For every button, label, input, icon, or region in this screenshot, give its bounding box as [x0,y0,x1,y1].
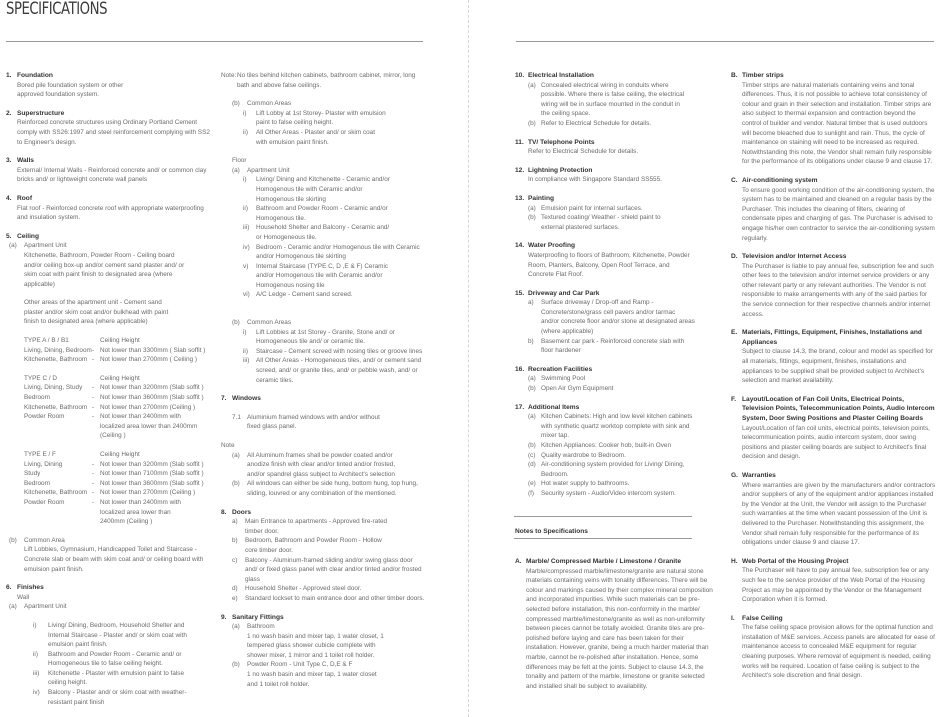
section-title: Superstructure [17,109,65,117]
section-water-proofing: 14. Water Proofing Waterproofing to floors of Bathroom, Kitchenette, Powder Room, Planters, Balcony, Open Roof Terrace, and Concrete Flat Roof. [515,242,690,279]
section-title: Finishes [17,584,44,592]
section-title: Television and/or Internet Access [742,253,847,261]
note-false-ceiling: I. False Ceiling The false ceiling space provision allows for the optimal function and installation of M&E services. Access panels are allocated for ease of maintenance access to concealed M&E equipment for regular cleaning purposes. Where removal of equipment is needed, ceiling works will be required. Location of false ceiling is subject to the Architect's sole discretion and final design. [731,614,935,680]
wall-common-areas: (b) Common Areas i) Lift Lobby at 1st Storey- Plaster with emulsion paint to false ceiling height. ii) All Other Areas - Plaster and/ or skim coat with emulsion paint finish. [232,100,386,146]
section-title: Electrical Installation [528,72,594,79]
notes-heading: Notes to Specifications [515,528,588,535]
section-ceiling: 5. Ceiling (a) Apartment Unit Kitchenette, Bathroom, Powder Room - Ceiling board and/or ceiling box-up and/or cement sand plaster and/ or skim coat with paint finish to designated area (where applicable) Other areas of the apartment unit - Cement sand plaster and/or skim coat and/or bulkhead with paint finish to designated area (where applicable) TYPE A / B / B1 Ceiling Height Living, Dining, Bedroom - Not lower than 3300mm ( Slab soffit ) Kitchenette, Bathroom - Not lower than 2700mm ( Ceiling ) TYPE C / D Ceiling Height Living, Dining, Study - Not lower than 3200mm (Slab soffit ) Bedroom - Not lower than 3600mm (Slab soffit ) Kitchenette, Bathroom - Not lower than 2700mm (Ceiling ) Powder Room - Not lower than 2400mm with localized area lower than 2400mm (Ceiling ) TYPE E / F Ceiling Height Living, Dining - Not lower than 3200mm (Slab soffit ) Study - Not lower than 7100mm (Slab soffit ) Bedroom - Not lower than 3600mm (Slab soffit ) Kitchenette, Bathroom - Not lower than 2700mm (Ceiling ) Powder Room - Not lower than 2400mm with localized area lower than 2400mm (Ceiling ) (b) Common Area Lift Lobbies, Gymnasium, Handicapped Toilet and Staircase - Concrete slab or beam with skim coat and/ or ceiling board with emulsion paint finish. [6,232,211,574]
section-recreation-facilities: 16. Recreation Facilities (a) Swimming Pool (b) Open Air Gym Equipment [515,365,614,393]
section-foundation: 1. Foundation Bored pile foundation system or other approved foundation system. [6,72,124,99]
note-marble: A. Marble/ Compressed Marble / Limestone / Granite Marble/compressed marble/limestone/granite are natural stone materials containing veins with tonality differences. There will be colour and markings caused by their complex mineral composition and incorporated impurities. While such materials can be pre-selected before installation, this non-conformity in the marble/ compressed marble/limestone/granite as well as non-uniformity between pieces cannot be totally avoided. Granite tiles are pre-polished before laying and care has been taken for their installation. However, granite, being a much harder material than marble, cannot be re-polished after installation. Hence, some differences may be felt at the joints. Subject to clause 14.3, the tonality and pattern of the marble, limestone or granite selected and installed shall be subject to availability. [515,558,713,690]
section-walls: 3. Walls External/ Internal Walls - Reinforced concrete and/ or common clay bricks and/ or lightweight concrete wall panels [6,157,207,184]
notes-bottom-rule [514,538,692,539]
column-4 [731,71,936,690]
section-title: Web Portal of the Housing Project [742,557,849,565]
section-title: Materials, Fittings, Equipment, Finishes, Installations and Appliances [742,329,922,346]
section-doors: 8. Doors a) Main Entrance to apartments - Approved fire-rated timber door. b) Bedroom, Bathroom and Powder Room - Hollow core timber door. c) Balcony - Aluminum-framed sliding and/or swing glass door and/ or fixed glass panel with clear and/or tinted and/or frosted glass d) Household Shelter - Approved steel door. e) Standard lockset to main entrance door and other timber doors. [221,508,425,602]
column-2: Note: No tiles behind kitchen cabinets, bathroom cabinet, mirror, long bath and above false ceilings. (b) Common Areas i) Lift Lobby at 1st Storey- Plaster with emulsion paint to false ceiling height. ii) All Other Areas - Plaster and/ or skim coat with emulsion paint finish. Floor (a) Apartment Unit i) Living/ Dining and Kitchenette - Ceramic and/or Homogenous tile with Ceramic and/or Homogenous tile skirting ii) Bathroom and Powder Room - Ceramic and/or Homogenous tile. iii) Household Shelter and Balcony - Ceramic and/ or Homogeneous tile. iv) Bedroom - Ceramic and/or Homogenous tile with Ceramic and/or Homogenous tile skirting v) Internal Staircase (TYPE C, D ,E & F) Ceramic and/or Homogenous tile with Ceramic and/or Homogenous nosing tile vi) A/C Ledge - Cement sand screed. (b) Common Areas i) Lift Lobbies at 1st Storey - Granite, Stone and/ or Homogeneous tile and/ or ceramic tile. ii) Staircase - Cement screed with nosing tiles or groove lines iii) All Other Areas - Homogeneous tiles, and/ or cement sand screed, and/ or granite tiles, and/ or pebble wash, and/ or ceramic tiles. 7. Windows 7.1 Aluminium framed windows with and/or without fixed glass panel. Note (a) All Aluminum frames shall be powder coated and/or anodize finish with clear and/or tinted and/or frosted, and/or spandrel glass subject to Architect's selection (b) All windows can either be side hung, bottom hung, top hung, sliding, louvred or any combination of the mentioned. 8. Doors a) Main Entrance to apartments - Approved fire-rated timber door. b) Bedroom, Bathroom and Powder Room - Hollow core timber door. c) Balcony - Aluminum-framed sliding and/or swing glass door and/ or fixed glass panel with clear and/or tinted and/or frosted glass d) Household Shelter - Approved steel door. e) Standard lockset to main entrance door and other timber doors. 9. Sanitary Fittings (a) Bathroom 1 no wash basin and mixer tap, 1 water closet, 1 tempered glass shower cubicle complete with shower mixer, 1 mirror and 1 toilet roll holder. (b) Powder Room - Unit Type C, D,E & F 1 no wash basin and mixer tap, 1 water closet and 1 toilet roll holder. [221,72,425,688]
note-warranties: G. Warranties Where warranties are given by the manufacturers and/or contractors and/or suppliers of any of the equipment and/or appliances installed by the Vendor at the Unit, the Vendor will assign to the Purchaser such warranties at the time when vacant possession of the Unit is delivered to the Purchaser. Notwithstanding this assignment, the Vendor shall remain fully responsible for the performance of its obligations under clause 9 and clause 17. [731,471,936,547]
section-windows: 7. Windows 7.1 Aluminium framed windows with and/or without fixed glass panel. Note (a) All Aluminum frames shall be powder coated and/or anodize finish with clear and/or tinted and/or frosted, and/or spandrel glass subject to Architect's selection (b) All windows can either be side hung, bottom hung, top hung, sliding, louvred or any combination of the mentioned. [221,395,418,497]
page-fold [468,0,469,717]
section-painting: 13. Painting (a) Emulsion paint for internal surfaces. (b) Textured coating/ Weather - shield paint to external plastered surfaces. [515,194,661,231]
section-sanitary-fittings: 9. Sanitary Fittings (a) Bathroom 1 no wash basin and mixer tap, 1 water closet, 1 tempered glass shower cubicle complete with shower mixer, 1 mirror and 1 toilet roll holder. (b) Powder Room - Unit Type C, D,E & F 1 no wash basin and mixer tap, 1 water closet and 1 toilet roll holder. [221,613,384,688]
section-title: False Ceiling [742,614,783,622]
section-title: Doors [232,508,252,516]
notes-top-rule [514,516,692,517]
note-television-internet: D. Television and/or Internet Access The Purchaser is liable to pay annual fee, subscription fee and such other fees to the television and/or internet service providers or any other relevant party or any relevant authorities. The Vendor is not responsible to make arrangements with any of the said parties for the service connection for their respective channels and/or internet access. [731,253,934,318]
section-title: Windows [232,395,261,403]
section-title: Walls [17,157,34,165]
section-title: Sanitary Fittings [232,613,284,621]
section-title: Ceiling [17,232,39,240]
section-tv-telephone: 11. TV/ Telephone Points Refer to Electrical Schedule for details. [515,138,639,156]
note-air-conditioning: C. Air-conditioning system To ensure good working condition of the air-conditioning system, the system has to be maintained and cleaned on a regular basis by the Purchaser. This includes the cleaning of filters, clearing of condensate pipes and charging of gas. The Purchaser is advised to engage his/her own contractor to service the air-conditioning system regularly. [731,176,935,242]
section-title: Additional Items [528,403,580,411]
section-finishes: 6. Finishes Wall (a) Apartment Unit i) Living/ Dining, Bedroom, Household Shelter and Internal Staircase - Plaster and/ or skim coat with emulsion paint finish. ii) Bathroom and Powder Room - Ceramic and/ or Homogeneous tile to false ceiling height. iii) Kitchenette - Plaster with emulsion paint to false ceiling height. iv) Balcony - Plaster and/ or skim coat with weather-resistant paint finish [6,584,187,706]
ceiling-table-cd: TYPE C / D Ceiling Height Living, Dining, Study - Not lower than 3200mm (Slab soffit ) Bedroom - Not lower than 3600mm (Slab soffit ) Kitchenette, Bathroom - Not lower than 2700mm (Ceiling ) Powder Room - Not lower than 2400mm with localized area lower than 2400mm (Ceiling ) [24,374,204,440]
section-title: Marble/ Compressed Marble / Limestone / Granite [526,558,681,565]
section-title: Foundation [17,72,53,79]
section-title: Driveway and Car Park [528,289,600,297]
section-title: Timber strips [742,72,784,79]
section-roof: 4. Roof Flat roof - Reinforced concrete roof with appropriate waterproofing and insulation system. [6,194,204,222]
page-title: SPECIFICATIONS [6,0,108,19]
floor-apartment-unit: (a) Apartment Unit i) Living/ Dining and Kitchenette - Ceramic and/or Homogenous tile with Ceramic and/or Homogenous tile skirting ii) Bathroom and Powder Room - Ceramic and/or Homogenous tile. iii) Household Shelter and Balcony - Ceramic and/ or Homogeneous tile. iv) Bedroom - Ceramic and/or Homogenous tile with Ceramic and/or Homogenous tile skirting v) Internal Staircase (TYPE C, D ,E & F) Ceramic and/or Homogenous tile with Ceramic and/or Homogenous nosing tile vi) A/C Ledge - Cement sand screed. [232,166,420,299]
right-page-rule [516,41,934,42]
section-title: Warranties [742,471,776,479]
section-driveway-car-park: 15. Driveway and Car Park a) Surface driveway / Drop-off and Ramp - Concrete/stone/grass cell pavers and/or tarmac and/or concrete floor and/or stone at designated areas (where applicable) b) Basement car park - Reinforced concrete slab with floor hardener [515,289,695,355]
ceiling-table-ab: TYPE A / B / B1 Ceiling Height Living, Dining, Bedroom - Not lower than 3300mm ( Slab soffit ) Kitchenette, Bathroom - Not lower than 2700mm ( Ceiling ) [24,337,206,364]
section-title: TV/ Telephone Points [528,138,595,146]
column-3 [515,71,715,508]
column-1 [6,71,211,716]
tile-note: Note: No tiles behind kitchen cabinets, bathroom cabinet, mirror, long bath and above false ceilings. [221,72,416,89]
section-title: Roof [17,194,33,202]
note-web-portal: H. Web Portal of the Housing Project The Purchaser will have to pay annual fee, subscription fee or any such fee to the service provider of the Web Portal of the Housing Project as may be appointed by the Vendor or the Management Corporation when it is formed. [731,557,929,604]
section-lightning-protection: 12. Lightning Protection In compliance with Singapore Standard SS555. [515,166,662,184]
section-title: Air-conditioning system [742,176,818,184]
section-superstructure: 2. Superstructure Reinforced concrete structures using Ordinary Portland Cement comply with SS26:1997 and steel reinforcement complying with SS2 to Engineer's design. [6,109,210,146]
section-additional-items: 17. Additional Items (a) Kitchen Cabinets: High and low level kitchen cabinets with synthetic quartz worktop complete with sink and mixer tap. (b) Kitchen Appliances: Cooker hob, built-in Oven (c) Quality wardrobe to Bedroom. (d) Air-conditioning system provided for Living/ Dining, Bedroom. (e) Hot water supply to bathrooms. (f) Security system - Audio/Video intercom system. [515,403,693,497]
section-title: Layout/Location of Fan Coil Units, Electrical Points, Television Points, Telecommunication Points, Audio Intercom System, Door Swing Positions and Plaster Ceiling Boards [742,395,935,422]
section-title: Water Proofing [528,242,576,250]
note-timber-strips: B. Timber strips Timber strips are natural materials containing veins and tonal differences. Thus, it is not possible to achieve total consistency of colour and grain in their selection and installation. Timber strips are also subject to thermal expansion and contraction beyond the control of builder and vendor. Natural timber that is used outdoors will become bleached due to sunlight and rain. Thus, the cycle of maintenance on staining will need to be increased as required. Notwithstanding this note, the Vendor shall remain fully responsible for the performance of its obligations under clause 9 and clause 17. [731,72,933,166]
title-rule [6,41,423,42]
section-electrical-installation: 10. Electrical Installation (a) Concealed electrical wiring in conduits where possible. Where there is false ceiling, the electrical wiring will be in surface mounted in the conduit in the ceiling space. (b) Refer to Electrical Schedule for details. [515,72,685,127]
section-title: Recreation Facilities [528,365,593,373]
note-materials-fittings: E. Materials, Fittings, Equipment, Finishes, Installations and Appliances Subject to clause 14.3, the brand, colour and model as specified for all materials, fittings, equipment, finishes, installations and appliances to be supplied shall be provided subject to Architect's selection and market availability. [731,328,936,386]
ceiling-table-ef: TYPE E / F Ceiling Height Living, Dining - Not lower than 3200mm (Slab soffit ) Study - Not lower than 7100mm (Slab soffit ) Bedroom - Not lower than 3600mm (Slab soffit ) Kitchenette, Bathroom - Not lower than 2700mm (Ceiling ) Powder Room - Not lower than 2400mm with localized area lower than 2400mm (Ceiling ) [24,451,204,526]
section-title: Painting [528,194,555,202]
section-title: Lightning Protection [528,166,593,174]
note-layout-location: F. Layout/Location of Fan Coil Units, Electrical Points, Television Points, Telecommunication Points, Audio Intercom System, Door Swing Positions and Plaster Ceiling Boards Layout/Location of fan coil units, electrical points, television points, telecommunication points, audio intercom system, door swing positions and plaster ceiling boards are subject to Architect's final decision and design. [731,395,935,461]
floor-common-areas: (b) Common Areas i) Lift Lobbies at 1st Storey - Granite, Stone and/ or Homogeneous tile and/ or ceramic tile. ii) Staircase - Cement screed with nosing tiles or groove lines iii) All Other Areas - Homogeneous tiles, and/ or cement sand screed, and/ or granite tiles, and/ or pebble wash, and/ or ceramic tiles. [232,319,423,384]
